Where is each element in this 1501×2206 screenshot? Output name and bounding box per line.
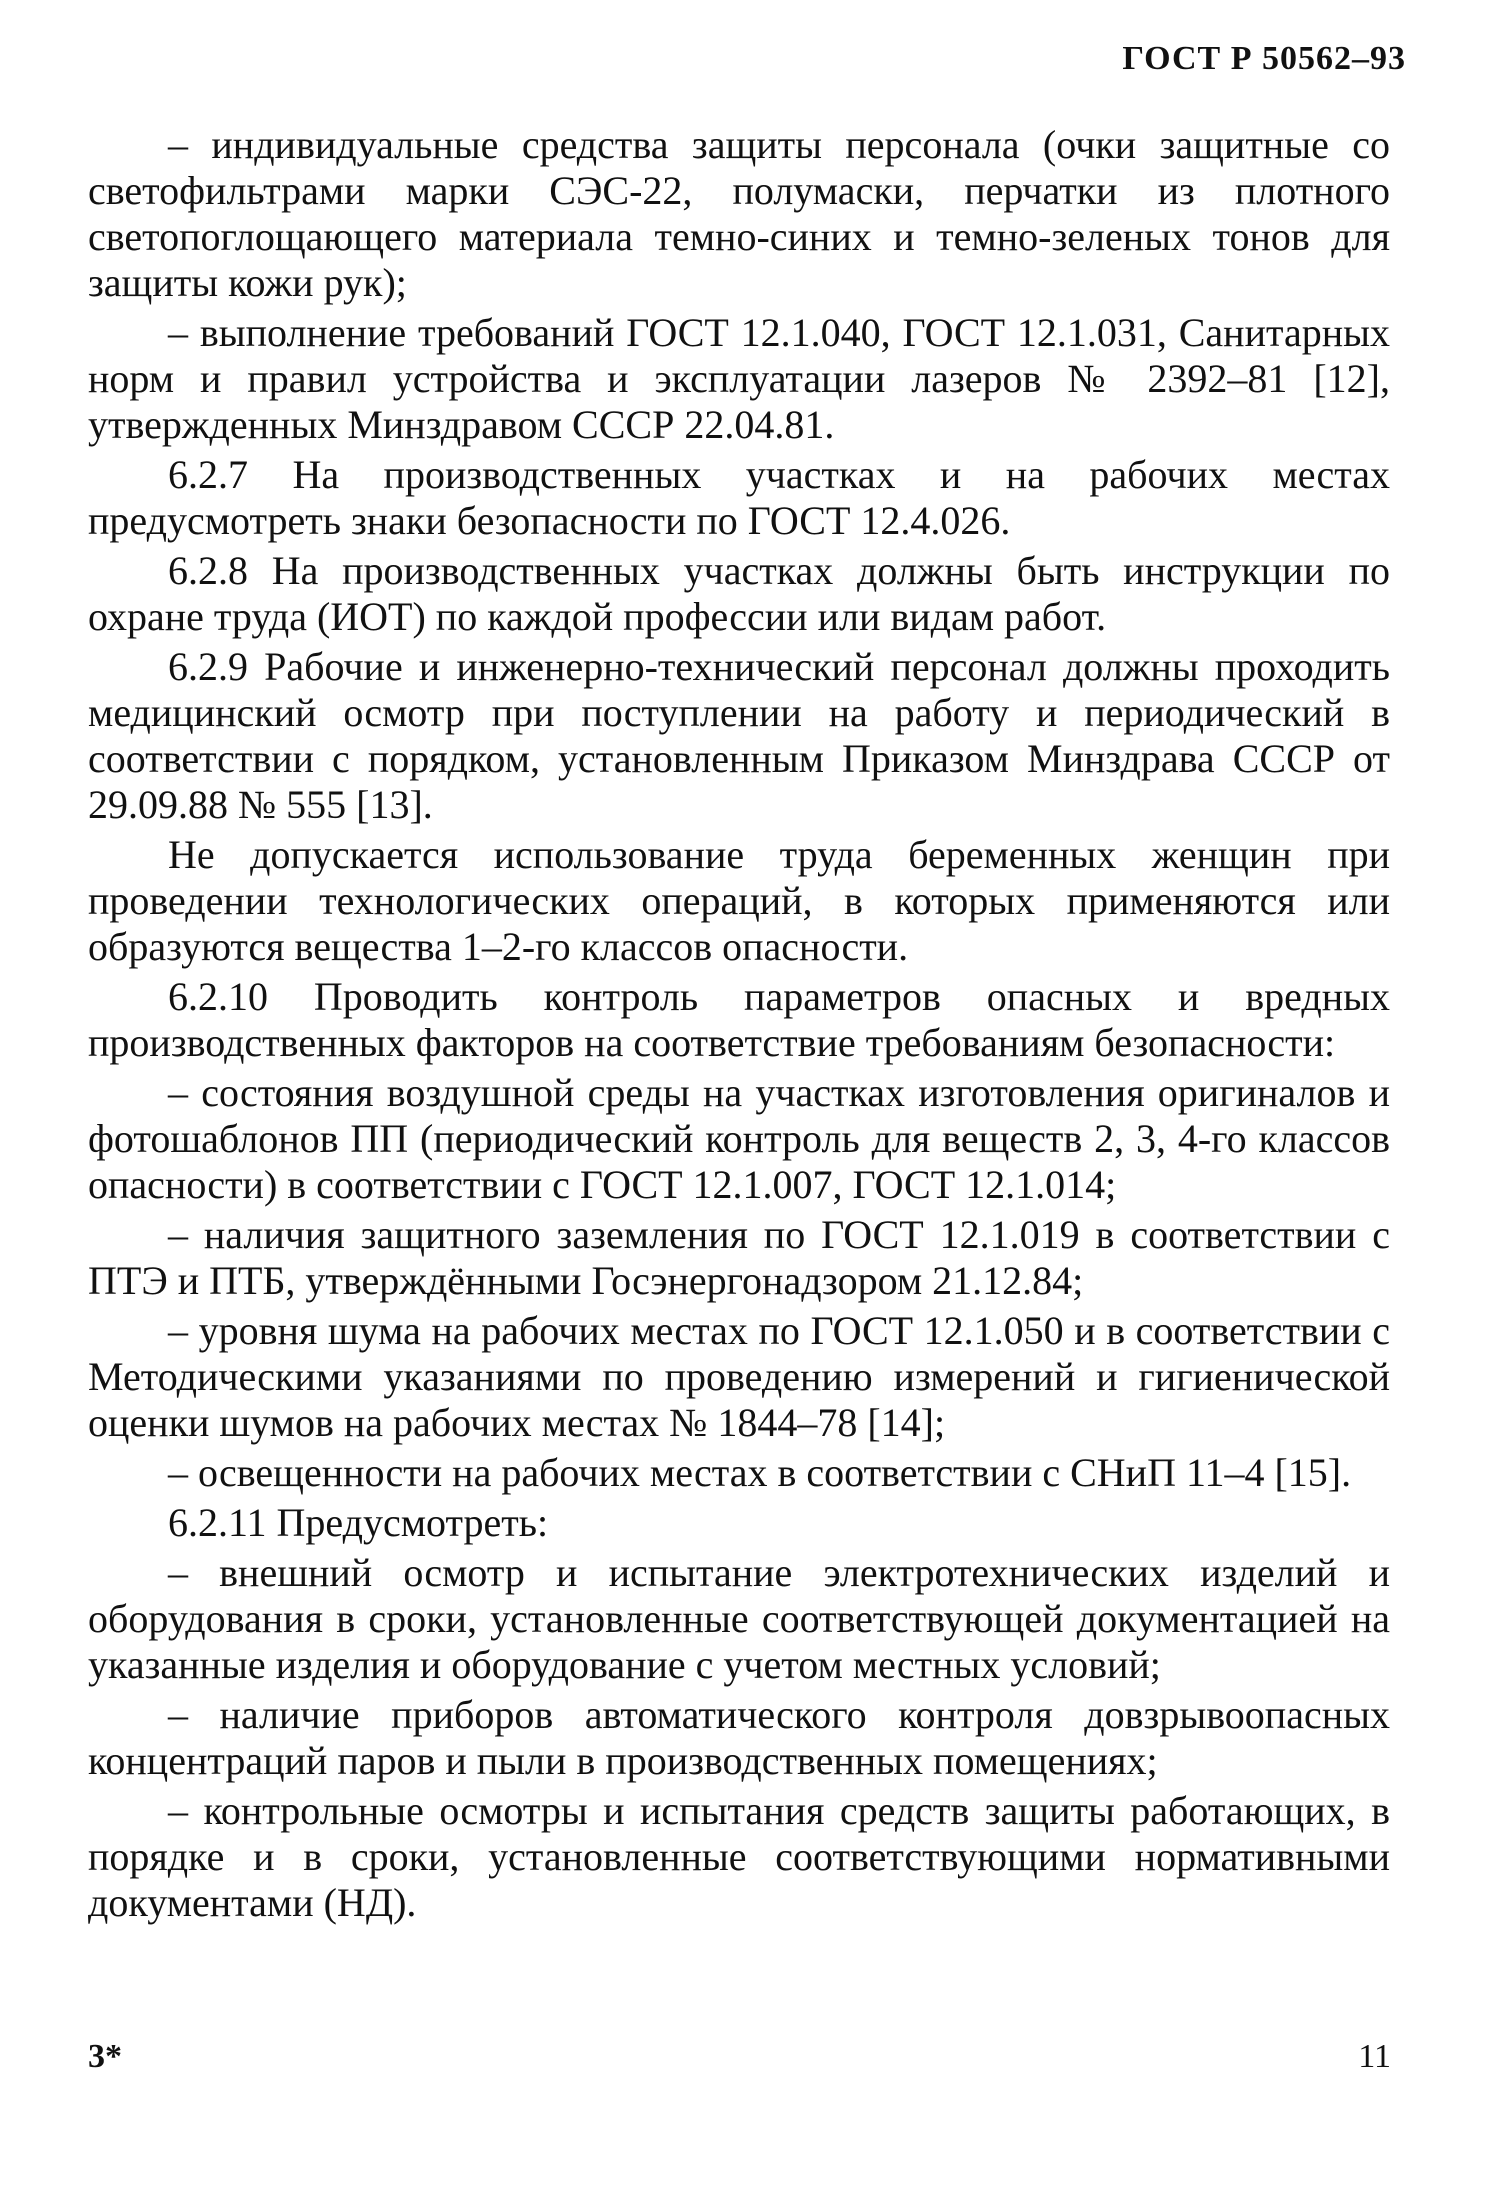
paragraph-6-2-8: 6.2.8 На производственных участках должны быть инструкции по охране труда (ИОТ) по каждой профессии или видам работ. (88, 548, 1390, 639)
paragraph-laser-requirements: – выполнение требований ГОСТ 12.1.040, ГОСТ 12.1.031, Санитарных норм и правил устройства и эксплуатации лазеров № 2392–81 [12], утвержденных Минздравом СССР 22.04.81. (88, 310, 1390, 447)
paragraph-ppe: – индивидуальные средства защиты персонала (очки защитные со светофильтрами марки СЭС-22, полумаски, перчатки из плотного светопоглощающего материала темно-синих и темно-зеленых тонов для защиты кожи рук); (88, 122, 1390, 305)
paragraph-control-inspections: – контрольные осмотры и испытания средств защиты работающих, в порядке и в сроки, установленные соответствующими нормативными документами (НД). (88, 1788, 1390, 1925)
paragraph-6-2-9: 6.2.9 Рабочие и инженерно-технический персонал должны проходить медицинский осмотр при поступлении на работу и периодический в соответствии с порядком, установленным Приказом Минздрава СССР от 29.09.88 № 555 [13]. (88, 644, 1390, 827)
paragraph-lighting: – освещенности на рабочих местах в соответствии с СНиП 11–4 [15]. (168, 1450, 1352, 1495)
paragraph-noise: – уровня шума на рабочих местах по ГОСТ 12.1.050 и в соответствии с Методическими указаниями по проведению измерений и гигиенической оценки шумов на рабочих местах № 1844–78 [14]; (88, 1308, 1390, 1445)
sheet-mark: 3* (88, 2038, 122, 2075)
paragraph-6-2-11: 6.2.11 Предусмотреть: (168, 1500, 549, 1545)
document-body (88, 122, 1390, 1930)
paragraph-6-2-7: 6.2.7 На производственных участках и на рабочих местах предусмотреть знаки безопасности по ГОСТ 12.4.026. (88, 452, 1390, 543)
paragraph-grounding: – наличия защитного заземления по ГОСТ 12.1.019 в соответствии с ПТЭ и ПТБ, утверждёнными Госэнергонадзором 21.12.84; (88, 1212, 1390, 1303)
document-code: ГОСТ Р 50562–93 (1122, 40, 1406, 77)
paragraph-air-control: – состояния воздушной среды на участках изготовления оригиналов и фотошаблонов ПП (периодический контроль для веществ 2, 3, 4-го классов опасности) в соответствии с ГОСТ 12.1.007, ГОСТ 12.1.014; (88, 1070, 1390, 1207)
paragraph-pregnant-restriction: Не допускается использование труда беременных женщин при проведении технологических операций, в которых применяются или образуются вещества 1–2-го классов опасности. (88, 832, 1390, 969)
paragraph-auto-control: – наличие приборов автоматического контроля довзрывоопасных концентраций паров и пыли в производственных помещениях; (88, 1692, 1390, 1783)
paragraph-6-2-10: 6.2.10 Проводить контроль параметров опасных и вредных производственных факторов на соответствие требованиям безопасности: (88, 974, 1390, 1065)
paragraph-inspection: – внешний осмотр и испытание электротехнических изделий и оборудования в сроки, установленные соответствующей документацией на указанные изделия и оборудование с учетом местных условий; (88, 1550, 1390, 1687)
page-number: 11 (1358, 2038, 1391, 2075)
